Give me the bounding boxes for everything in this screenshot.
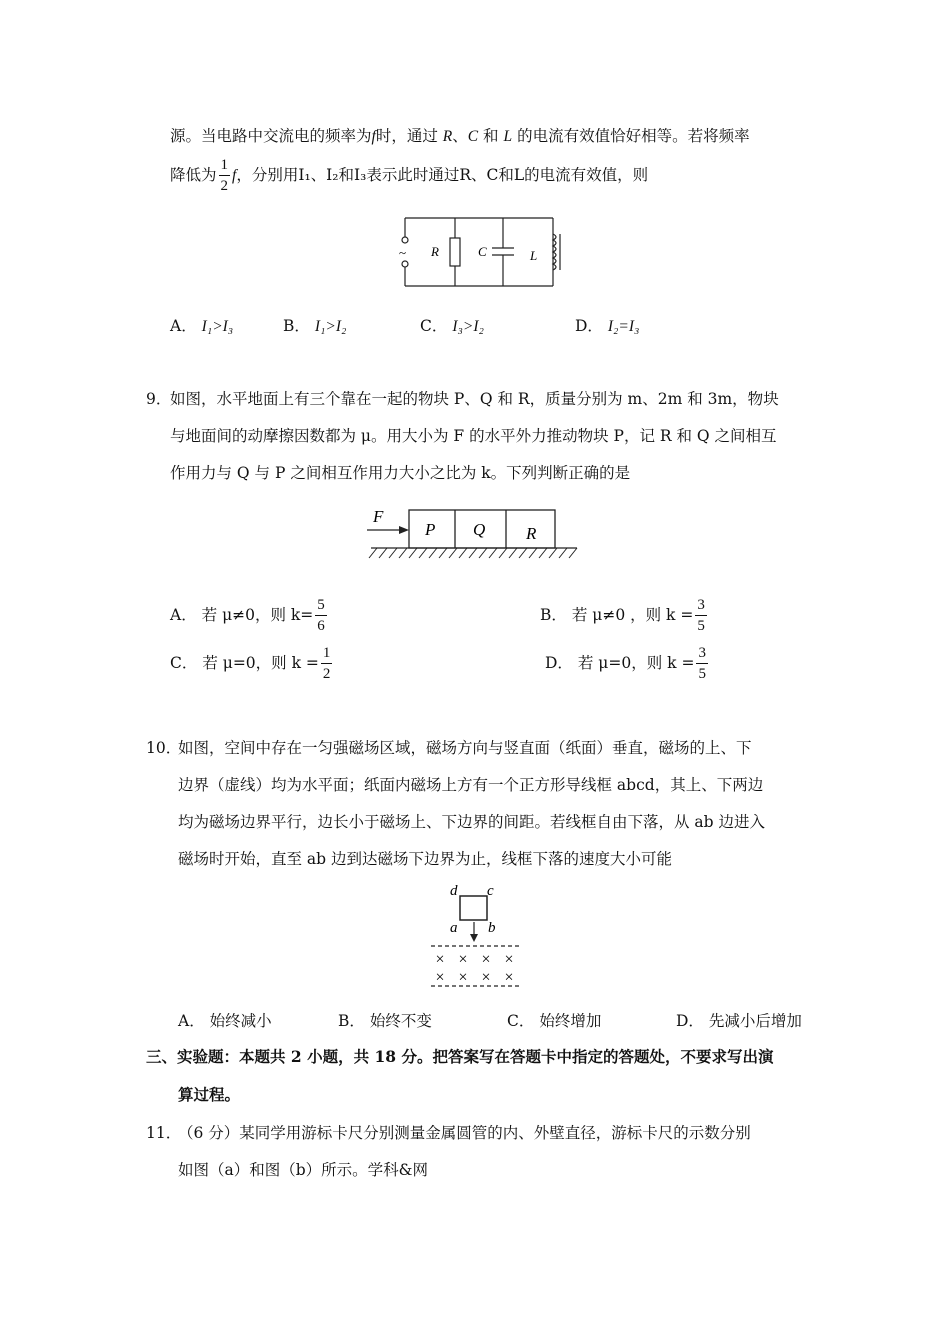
q9-option-a[interactable] [170,598,329,634]
frame-label-a: a [450,920,458,936]
q10-option-b-letter: B． [338,1012,365,1030]
q8-line1-C: C [467,128,479,145]
ac-source-symbol: ~ [399,245,407,260]
field-cross-r2c1: × [435,969,445,986]
q9-option-b-cond: 若 μ≠0 ，则 k = [571,606,694,624]
q11-number: 11． [146,1124,182,1142]
circuit-label-L: L [530,248,538,263]
q8-circuit-diagram [395,210,570,292]
q9-option-d-letter: D． [545,654,573,672]
q10-option-c-letter: C． [507,1012,535,1030]
q8-option-b-letter: B． [283,317,310,335]
q8-frac-den: 2 [220,178,229,194]
q8-option-d[interactable] [575,314,639,336]
q9-option-c-letter: C． [170,654,198,672]
q9-blocks-diagram [365,504,585,564]
q10-text-line4: 磁场时开始，直至 ab 边到达磁场下边界为止，线框下落的速度大小可能 [178,850,673,868]
q8-line1-a: 源。当电路中交流电的频率为 [170,127,372,145]
q9-option-a-letter: A． [170,606,197,624]
q8-option-b[interactable] [283,314,346,336]
q10-option-a[interactable] [178,1009,272,1031]
q8-option-a-text: I₁>I₃ [201,318,234,335]
q8-line1-and: 和 [483,127,499,145]
q8-line2-rest: ，分别用I₁、I₂和I₃表示此时通过R、C和L的电流有效值，则 [236,166,649,184]
q8-option-b-text: I₁>I₂ [314,318,347,335]
q8-option-d-letter: D． [575,317,603,335]
field-cross-r2c2: × [458,969,468,986]
q10-option-b-text: 始终不变 [369,1012,432,1030]
q9-option-d-num: 3 [696,646,708,664]
frame-label-d: d [450,883,458,899]
frame-label-b: b [488,920,496,936]
q8-line2-f: f [232,167,237,184]
frame-label-c: c [487,883,494,899]
q9-option-d-cond: 若 μ=0，则 k = [577,654,695,672]
q8-line1-end: 的电流有效值恰好相等。若将频率 [517,127,750,145]
q10-option-a-text: 始终减小 [209,1012,272,1030]
field-cross-r1c2: × [458,951,468,968]
q9-option-c[interactable] [170,646,334,682]
q8-option-a[interactable] [170,314,233,336]
q10-number: 10． [146,739,182,757]
q9-option-d-fraction [696,646,708,682]
q8-text-line2 [170,158,648,194]
q9-option-c-num: 1 [321,646,333,664]
q10-text-line3: 均为磁场边界平行，边长小于磁场上、下边界的间距。若线框自由下落，从 ab 边进入 [178,813,766,831]
q9-option-c-fraction [321,646,333,682]
q8-option-d-text: I₂=I₃ [607,318,640,335]
circuit-label-R: R [431,244,439,259]
q9-option-c-cond: 若 μ=0，则 k = [202,654,319,672]
q8-option-c[interactable] [420,314,484,336]
field-cross-r1c4: × [504,951,514,968]
q9-option-a-num: 5 [315,598,327,616]
force-label-F: F [373,507,384,526]
q10-text-line1: 如图，空间中存在一匀强磁场区域，磁场方向与竖直面（纸面）垂直，磁场的上、下 [178,739,752,757]
q10-option-d-letter: D． [676,1012,704,1030]
q9-option-a-cond: 若 μ≠0，则 k= [201,606,314,624]
q8-line1-f: f [371,128,376,145]
block-label-P: P [425,520,436,539]
q9-option-d-den: 5 [698,666,706,682]
q8-line1-R: R [442,128,453,145]
field-cross-r2c3: × [481,969,491,986]
q10-option-c[interactable] [507,1009,601,1031]
q9-option-b-fraction [695,598,707,634]
q8-option-c-text: I₃>I₂ [452,318,484,335]
q10-text-line2: 边界（虚线）均为水平面；纸面内磁场上方有一个正方形导线框 abcd，其上、下两边 [178,776,764,794]
q8-frac-num: 1 [219,158,231,176]
q8-line1-b: 时，通过 [375,127,438,145]
q9-option-a-fraction [315,598,327,634]
q11-text-line1: （6 分）某同学用游标卡尺分别测量金属圆管的内、外壁直径，游标卡尺的示数分别 [178,1124,751,1142]
q10-option-d[interactable] [676,1009,802,1031]
q8-fraction [219,158,231,194]
q9-text-line2: 与地面间的动摩擦因数都为 μ。用大小为 F 的水平外力推动物块 P，记 R 和 Q 之间相互 [170,427,777,445]
q8-text-line1 [170,124,750,146]
q8-line2-start: 降低为 [170,166,217,184]
q10-option-a-letter: A． [178,1012,205,1030]
block-label-R: R [526,524,537,543]
circuit-label-C: C [478,244,487,259]
field-cross-r2c4: × [504,969,514,986]
q10-option-c-text: 始终增加 [539,1012,602,1030]
block-label-Q: Q [473,520,486,539]
q9-option-b-num: 3 [695,598,707,616]
q8-line1-L: L [503,128,513,145]
q9-option-d[interactable] [545,646,710,682]
q8-line1-sep: 、 [452,127,468,145]
q11-text-line2: 如图（a）和图（b）所示。学科&网 [178,1161,428,1179]
q8-option-c-letter: C． [420,317,448,335]
q9-option-b-letter: B． [540,606,567,624]
q8-option-a-letter: A． [170,317,197,335]
field-cross-r1c3: × [481,951,491,968]
section3-heading-line1: 三、实验题：本题共 2 小题，共 18 分。把答案写在答题卡中指定的答题处，不要求写出演 [146,1047,774,1066]
q10-option-b[interactable] [338,1009,432,1031]
q9-option-c-den: 2 [322,666,331,682]
q10-option-d-text: 先减小后增加 [708,1012,802,1030]
q9-text-line3: 作用力与 Q 与 P 之间相互作用力大小之比为 k。下列判断正确的是 [170,464,631,482]
field-cross-r1c1: × [435,951,445,968]
q9-option-b[interactable] [540,598,709,634]
q9-option-a-den: 6 [317,618,325,634]
section3-heading-line2: 算过程。 [178,1085,241,1104]
q9-option-b-den: 5 [697,618,705,634]
q9-text-line1: 如图，水平地面上有三个靠在一起的物块 P、Q 和 R，质量分别为 m、2m 和 3m，物块 [170,390,779,408]
q9-number: 9． [146,390,172,408]
q10-magnetic-field-diagram [425,880,525,992]
